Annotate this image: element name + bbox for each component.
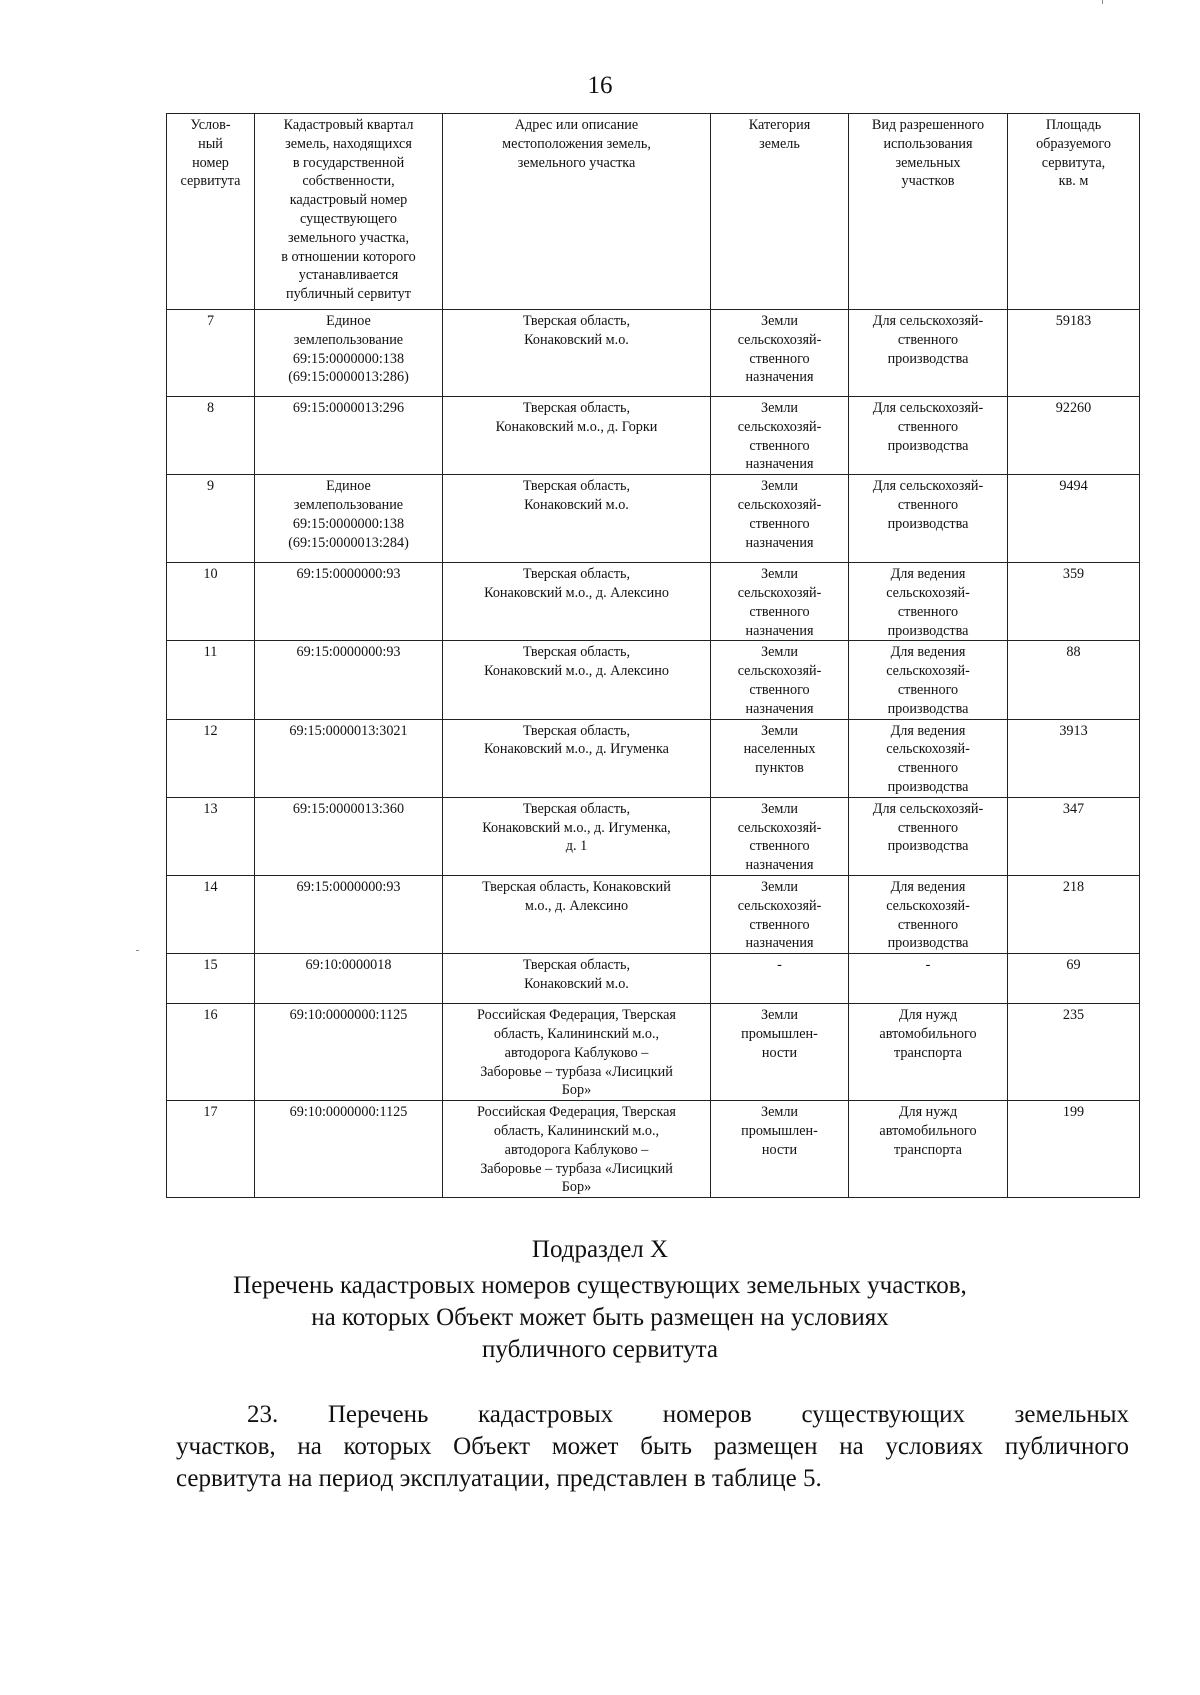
servitude-table bbox=[166, 113, 1140, 1198]
cell-use bbox=[849, 954, 1008, 1004]
table-row bbox=[167, 641, 1140, 719]
cell-address bbox=[443, 475, 711, 563]
cell-text-line: м.о., д. Алексино bbox=[524, 897, 629, 914]
cell-text-line: сельскохозяй- bbox=[737, 331, 822, 348]
cell-cadastral bbox=[255, 1004, 443, 1101]
header-category bbox=[711, 114, 849, 310]
cell-category bbox=[711, 719, 849, 797]
cell-text-line: автомобильного bbox=[879, 1025, 977, 1042]
cell-area: 59183 bbox=[1008, 310, 1140, 397]
cell-area: 69 bbox=[1008, 954, 1140, 1004]
cell-area: 88 bbox=[1008, 641, 1140, 719]
cell-text-line: сельскохозяй- bbox=[737, 897, 822, 914]
header-cadastral bbox=[255, 114, 443, 310]
cell-text-line: промышлен- bbox=[741, 1025, 818, 1042]
cell-category bbox=[711, 475, 849, 563]
cell-number: 12 bbox=[167, 719, 255, 797]
cell-category bbox=[711, 1004, 849, 1101]
cell-text-line: Конаковский м.о., д. Алексино bbox=[484, 663, 669, 680]
header-text-line: Кадастровый квартал bbox=[283, 117, 414, 133]
cell-area: 359 bbox=[1008, 563, 1140, 641]
cell-text-line: ственного bbox=[749, 350, 810, 367]
cell-text-line: ственного bbox=[749, 603, 810, 620]
cell-use bbox=[849, 475, 1008, 563]
cell-text-line: Земли bbox=[760, 1007, 799, 1024]
cell-text-line: сельскохозяй- bbox=[886, 584, 970, 601]
cell-text-line: Российская Федерация, Тверская bbox=[477, 1104, 676, 1121]
cell-area: 235 bbox=[1008, 1004, 1140, 1101]
cell-text-line: назначения bbox=[745, 935, 814, 952]
cell-text-line: Для нужд bbox=[898, 1104, 958, 1121]
cell-text-line: транспорта bbox=[894, 1044, 962, 1061]
cell-text-line: производства bbox=[887, 350, 969, 367]
header-text-line: в государственной bbox=[292, 154, 405, 171]
cell-address bbox=[443, 563, 711, 641]
cell-text-line: ственного bbox=[897, 760, 959, 777]
cell-text-line: Для ведения bbox=[890, 722, 966, 739]
header-text-line: Адрес или описание bbox=[514, 117, 639, 133]
cell-number: 8 bbox=[167, 397, 255, 475]
cell-text-line: Конаковский м.о., д. Алексино bbox=[484, 584, 669, 601]
cell-text-line: 69:15:0000013:360 bbox=[292, 800, 405, 817]
cell-text-line: 69:10:0000000:1125 bbox=[289, 1007, 408, 1024]
cell-number: 14 bbox=[167, 875, 255, 953]
cell-text-line: производства bbox=[887, 515, 969, 532]
header-use bbox=[849, 114, 1008, 310]
cell-text-line: Земли bbox=[760, 878, 799, 895]
cell-use bbox=[849, 310, 1008, 397]
cell-number: 16 bbox=[167, 1004, 255, 1101]
cell-category bbox=[711, 797, 849, 875]
cell-text-line: Конаковский м.о. bbox=[524, 975, 629, 992]
cell-number: 17 bbox=[167, 1101, 255, 1198]
cell-area: 347 bbox=[1008, 797, 1140, 875]
cell-text-line: ственного bbox=[897, 496, 959, 513]
cell-text-line: производства bbox=[887, 935, 969, 952]
cell-text-line: назначения bbox=[745, 857, 814, 874]
header-text-line: земель bbox=[759, 135, 800, 152]
header-text-line: участков bbox=[901, 173, 955, 190]
cell-text-line: 69:15:0000000:138 bbox=[292, 515, 405, 532]
cell-text-line: Тверская область, bbox=[522, 644, 631, 661]
cell-text-line: производства bbox=[887, 838, 969, 855]
cell-text-line: Единое bbox=[326, 478, 371, 495]
cell-text-line: назначения bbox=[745, 369, 814, 386]
cell-address bbox=[443, 719, 711, 797]
table-header-row bbox=[167, 114, 1140, 310]
cell-text-line: Земли bbox=[760, 1104, 799, 1121]
cell-category bbox=[711, 397, 849, 475]
cell-text-line: Земли bbox=[760, 400, 799, 416]
cell-address bbox=[443, 797, 711, 875]
cell-text-line: землепользование bbox=[293, 331, 404, 348]
cell-text-line: сельскохозяй- bbox=[737, 819, 822, 836]
cell-text-line: промышлен- bbox=[741, 1122, 818, 1139]
paragraph-line: сервитута на период эксплуатации, представлен в таблице 5. bbox=[176, 1465, 822, 1492]
cell-text-line: Российская Федерация, Тверская bbox=[477, 1007, 676, 1024]
cell-address bbox=[443, 1101, 711, 1198]
header-text-line: Площадь bbox=[1045, 117, 1102, 133]
cell-text-line: Земли bbox=[760, 644, 799, 661]
scan-dot bbox=[136, 950, 139, 951]
cell-text-line: ственного bbox=[897, 916, 959, 933]
cell-text-line: - bbox=[777, 957, 782, 974]
header-text-line: кадастровый номер bbox=[289, 192, 408, 209]
table-row bbox=[167, 397, 1140, 475]
section-heading bbox=[0, 1234, 1200, 1366]
cell-address bbox=[443, 875, 711, 953]
cell-text-line: Для ведения bbox=[890, 878, 966, 895]
cell-number: 11 bbox=[167, 641, 255, 719]
header-text-line: собственности, bbox=[302, 173, 395, 190]
cell-text-line: область, Калининский м.о., bbox=[493, 1122, 660, 1139]
cell-text-line: Тверская область, bbox=[522, 566, 631, 583]
cell-text-line: ственного bbox=[897, 603, 959, 620]
cell-text-line: Для нужд bbox=[898, 1007, 958, 1024]
cell-text-line: назначения bbox=[745, 622, 814, 639]
cell-text-line: назначения bbox=[745, 456, 814, 473]
cell-text-line: Тверская область, Конаковский bbox=[482, 878, 671, 895]
cell-address bbox=[443, 397, 711, 475]
cell-cadastral bbox=[255, 719, 443, 797]
cell-text-line: Тверская область, bbox=[522, 722, 631, 739]
table-row bbox=[167, 954, 1140, 1004]
cell-text-line: ности bbox=[761, 1044, 798, 1061]
cell-use bbox=[849, 719, 1008, 797]
cell-text-line: ственного bbox=[749, 681, 810, 698]
cell-use bbox=[849, 1004, 1008, 1101]
cell-cadastral bbox=[255, 1101, 443, 1198]
header-text-line: Категория bbox=[748, 117, 811, 133]
section-title: Подраздел X bbox=[531, 1236, 669, 1263]
cell-text-line: 69:10:0000018 bbox=[305, 957, 392, 974]
cell-text-line: сельскохозяй- bbox=[737, 663, 822, 680]
table-row bbox=[167, 475, 1140, 563]
header-text-line: Услов- bbox=[190, 117, 231, 133]
cell-address bbox=[443, 1004, 711, 1101]
cell-text-line: (69:15:0000013:286) bbox=[288, 369, 409, 386]
cell-text-line: Заборовье – турбаза «Лисицкий bbox=[480, 1063, 673, 1080]
cell-text-line: Для сельскохозяй- bbox=[872, 313, 984, 329]
cell-address bbox=[443, 641, 711, 719]
cell-category bbox=[711, 1101, 849, 1198]
cell-use bbox=[849, 563, 1008, 641]
cell-use bbox=[849, 1101, 1008, 1198]
header-area bbox=[1008, 114, 1140, 310]
cell-cadastral bbox=[255, 797, 443, 875]
cell-text-line: производства bbox=[887, 437, 969, 454]
header-text-line: сервитута, bbox=[1041, 154, 1106, 171]
cell-text-line: ственного bbox=[897, 418, 959, 435]
cell-address bbox=[443, 954, 711, 1004]
header-text-line: местоположения земель, bbox=[502, 135, 651, 152]
cell-text-line: 69:10:0000000:1125 bbox=[289, 1104, 408, 1121]
cell-text-line: Тверская область, bbox=[522, 478, 631, 495]
cell-text-line: Бор» bbox=[561, 1179, 592, 1196]
header-text-line: существующего bbox=[300, 210, 397, 227]
table-row bbox=[167, 875, 1140, 953]
header-text-line: использования bbox=[883, 135, 973, 152]
cell-text-line: Для сельскохозяй- bbox=[872, 478, 984, 495]
cell-number: 7 bbox=[167, 310, 255, 397]
cell-category bbox=[711, 310, 849, 397]
cell-text-line: Конаковский м.о., д. Горки bbox=[495, 418, 658, 435]
cell-text-line: транспорта bbox=[894, 1141, 962, 1158]
cell-text-line: Земли bbox=[760, 478, 799, 495]
cell-text-line: 69:15:0000013:296 bbox=[292, 400, 405, 416]
cell-cadastral bbox=[255, 475, 443, 563]
header-text-line: публичный сервитут bbox=[286, 286, 411, 303]
cell-category bbox=[711, 954, 849, 1004]
table-row bbox=[167, 719, 1140, 797]
cell-cadastral bbox=[255, 875, 443, 953]
cell-text-line: Тверская область, bbox=[522, 400, 631, 416]
section-subtitle-line: на которых Объект может быть размещен на условиях bbox=[311, 1304, 889, 1331]
cell-number: 9 bbox=[167, 475, 255, 563]
cell-text-line: сельскохозяй- bbox=[737, 584, 822, 601]
cell-text-line: Земли bbox=[760, 313, 799, 329]
cell-address bbox=[443, 310, 711, 397]
cell-number: 10 bbox=[167, 563, 255, 641]
cell-text-line: Тверская область, bbox=[522, 800, 631, 817]
cell-text-line: Для сельскохозяй- bbox=[872, 800, 984, 817]
header-text-line: номер bbox=[192, 154, 229, 171]
cell-cadastral bbox=[255, 954, 443, 1004]
header-text-line: кв. м bbox=[1058, 173, 1089, 190]
cell-text-line: сельскохозяй- bbox=[737, 496, 822, 513]
cell-text-line: производства bbox=[887, 622, 969, 639]
cell-text-line: 69:15:0000000:93 bbox=[296, 644, 401, 661]
header-text-line: сервитута bbox=[180, 173, 241, 190]
cell-text-line: автодорога Каблуково – bbox=[504, 1141, 649, 1158]
page-number: 16 bbox=[587, 72, 613, 99]
cell-text-line: ственного bbox=[749, 838, 810, 855]
cell-cadastral bbox=[255, 397, 443, 475]
cell-cadastral bbox=[255, 310, 443, 397]
cell-text-line: 69:15:0000000:93 bbox=[296, 566, 401, 583]
cell-text-line: производства bbox=[887, 700, 969, 717]
cell-text-line: производства bbox=[887, 778, 969, 795]
cell-text-line: Для ведения bbox=[890, 644, 966, 661]
header-text-line: земель, находящихся bbox=[285, 135, 412, 152]
cell-number: 13 bbox=[167, 797, 255, 875]
cell-text-line: Для сельскохозяй- bbox=[872, 400, 984, 416]
cell-area: 218 bbox=[1008, 875, 1140, 953]
cell-text-line: автомобильного bbox=[879, 1122, 977, 1139]
cell-text-line: 69:15:0000013:3021 bbox=[289, 722, 408, 739]
cell-text-line: ственного bbox=[749, 515, 810, 532]
cell-use bbox=[849, 875, 1008, 953]
header-address bbox=[443, 114, 711, 310]
header-number bbox=[167, 114, 255, 310]
cell-text-line: Конаковский м.о., д. Игуменка, bbox=[482, 819, 671, 836]
table-row bbox=[167, 1004, 1140, 1101]
cell-area: 199 bbox=[1008, 1101, 1140, 1198]
section-subtitle-line: Перечень кадастровых номеров существующих земельных участков, bbox=[233, 1272, 967, 1299]
cell-text-line: Земли bbox=[760, 722, 799, 739]
header-text-line: земельного участка, bbox=[287, 229, 410, 246]
cell-use bbox=[849, 397, 1008, 475]
header-text-line: устанавливается bbox=[298, 267, 399, 284]
header-text-line: ный bbox=[198, 135, 223, 152]
table-row bbox=[167, 563, 1140, 641]
cell-area: 3913 bbox=[1008, 719, 1140, 797]
cell-text-line: Конаковский м.о. bbox=[524, 331, 629, 348]
table-row bbox=[167, 1101, 1140, 1198]
cell-text-line: ственного bbox=[749, 437, 810, 454]
cell-text-line: область, Калининский м.о., bbox=[493, 1025, 660, 1042]
cell-text-line: назначения bbox=[745, 700, 814, 717]
header-text-line: Вид разрешенного bbox=[871, 117, 985, 133]
cell-text-line: ности bbox=[761, 1141, 798, 1158]
cell-text-line: автодорога Каблуково – bbox=[504, 1044, 649, 1061]
body-paragraph bbox=[176, 1399, 1129, 1495]
cell-cadastral bbox=[255, 563, 443, 641]
cell-text-line: землепользование bbox=[293, 496, 404, 513]
header-text-line: земельного участка bbox=[517, 154, 636, 171]
cell-text-line: Единое bbox=[326, 313, 371, 329]
cell-text-line: сельскохозяй- bbox=[886, 897, 970, 914]
cell-text-line: Земли bbox=[760, 800, 799, 817]
cell-category bbox=[711, 875, 849, 953]
cell-text-line: сельскохозяй- bbox=[886, 741, 970, 758]
cell-category bbox=[711, 641, 849, 719]
table-row bbox=[167, 310, 1140, 397]
cell-text-line: Конаковский м.о., д. Игуменка bbox=[484, 741, 669, 758]
cell-text-line: - bbox=[925, 957, 931, 974]
cell-text-line: населенных bbox=[743, 741, 816, 758]
cell-text-line: д. 1 bbox=[565, 838, 588, 855]
cell-area: 92260 bbox=[1008, 397, 1140, 475]
section-subtitle-line: публичного сервитута bbox=[482, 1336, 718, 1363]
header-text-line: образуемого bbox=[1036, 135, 1111, 152]
cell-text-line: Бор» bbox=[561, 1082, 592, 1099]
cell-text-line: Заборовье – турбаза «Лисицкий bbox=[480, 1160, 673, 1177]
cell-text-line: Тверская область, bbox=[522, 957, 631, 974]
cell-text-line: Земли bbox=[760, 566, 799, 583]
paragraph-line: 23. Перечень кадастровых номеров существующих земельных bbox=[247, 1401, 1129, 1428]
scan-margin-line bbox=[1102, 0, 1103, 4]
cell-text-line: Конаковский м.о. bbox=[524, 496, 629, 513]
cell-text-line: пунктов bbox=[755, 760, 804, 777]
cell-text-line: ственного bbox=[897, 331, 959, 348]
cell-text-line: 69:15:0000000:93 bbox=[296, 878, 401, 895]
cell-cadastral bbox=[255, 641, 443, 719]
cell-text-line: ственного bbox=[749, 916, 810, 933]
cell-text-line: сельскохозяй- bbox=[737, 418, 822, 435]
cell-text-line: 69:15:0000000:138 bbox=[292, 350, 405, 367]
paragraph-line: участков, на которых Объект может быть размещен на условиях публичного bbox=[176, 1433, 1129, 1460]
cell-text-line: сельскохозяй- bbox=[886, 663, 970, 680]
cell-number: 15 bbox=[167, 954, 255, 1004]
cell-text-line: (69:15:0000013:284) bbox=[288, 534, 409, 551]
header-text-line: земельных bbox=[895, 154, 961, 171]
header-text-line: в отношении которого bbox=[281, 248, 416, 265]
cell-use bbox=[849, 641, 1008, 719]
cell-text-line: назначения bbox=[745, 534, 814, 551]
cell-use bbox=[849, 797, 1008, 875]
cell-category bbox=[711, 563, 849, 641]
cell-text-line: Тверская область, bbox=[522, 313, 631, 329]
cell-area: 9494 bbox=[1008, 475, 1140, 563]
cell-text-line: Для ведения bbox=[890, 566, 966, 583]
cell-text-line: ственного bbox=[897, 681, 959, 698]
cell-text-line: ственного bbox=[897, 819, 959, 836]
table-row bbox=[167, 797, 1140, 875]
